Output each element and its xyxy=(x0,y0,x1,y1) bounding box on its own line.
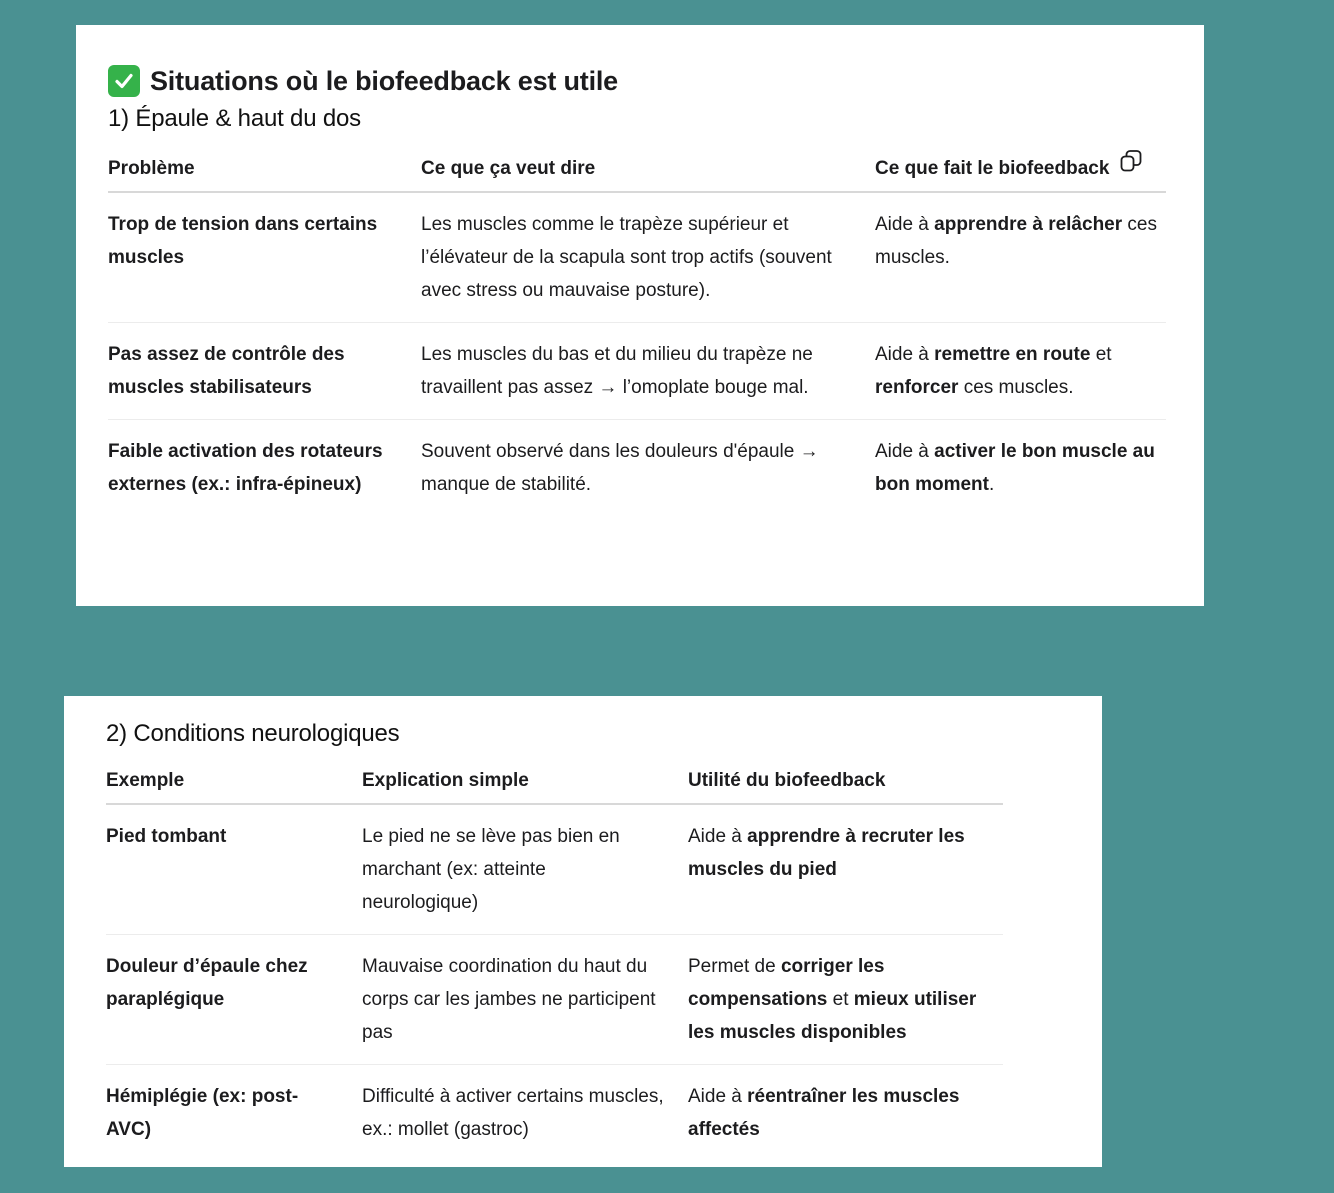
cell-action xyxy=(875,323,1166,420)
cell-problem: Hémiplégie (ex: post-AVC) xyxy=(106,1086,299,1140)
card-shoulder xyxy=(76,25,1204,606)
action-emphasis: corriger les compensations xyxy=(688,956,885,1010)
header-problem: Problème xyxy=(108,152,421,192)
cell-problem: Pas assez de contrôle des muscles stabilisateurs xyxy=(108,323,421,420)
table-row xyxy=(106,935,1003,1065)
action-text: ces muscles. xyxy=(875,214,1157,268)
cell-problem: Faible activation des rotateurs externes (ex.: infra-épineux) xyxy=(108,441,383,495)
action-text: ces muscles. xyxy=(958,377,1074,398)
action-emphasis: apprendre à recruter les muscles du pied xyxy=(688,826,965,880)
cell-meaning: Souvent observé dans les douleurs d'épaule → manque de stabilité. xyxy=(421,441,819,495)
section-title-shoulder: 1) Épaule & haut du dos xyxy=(108,105,361,132)
table-header-row xyxy=(108,152,1166,192)
table-header-row xyxy=(106,764,1003,804)
header-action-label: Ce que fait le biofeedback xyxy=(875,158,1110,179)
action-emphasis: apprendre à relâcher xyxy=(934,214,1123,235)
main-title xyxy=(108,65,618,97)
copy-icon[interactable] xyxy=(1119,149,1143,184)
header-meaning: Ce que ça veut dire xyxy=(421,152,875,192)
cell-action xyxy=(875,192,1166,323)
cell-meaning: Mauvaise coordination du haut du corps car les jambes ne participent pas xyxy=(362,935,688,1065)
table-row xyxy=(106,804,1003,935)
cell-meaning: Difficulté à activer certains muscles, ex.: mollet (gastroc) xyxy=(362,1086,664,1140)
check-mark-icon xyxy=(108,65,140,97)
cell-meaning: Le pied ne se lève pas bien en marchant (ex: atteinte neurologique) xyxy=(362,804,688,935)
header-explanation: Explication simple xyxy=(362,764,688,804)
action-text: Aide à xyxy=(688,1086,748,1107)
cell-action xyxy=(875,420,1166,517)
header-example: Exemple xyxy=(106,764,362,804)
table-row xyxy=(108,420,1166,517)
action-text: Aide à xyxy=(688,826,748,847)
table-shoulder xyxy=(108,152,1166,516)
action-emphasis: remettre en route xyxy=(934,344,1091,365)
action-text: . xyxy=(989,474,995,495)
cell-action xyxy=(688,804,1003,935)
cell-problem: Douleur d’épaule chez paraplégique xyxy=(106,935,362,1065)
cell-action xyxy=(688,1065,1003,1162)
action-text: Aide à xyxy=(875,344,935,365)
cell-meaning: Les muscles comme le trapèze supérieur et l’élévateur de la scapula sont trop actifs (souvent avec stress ou mauvaise posture). xyxy=(421,192,875,323)
action-emphasis: activer le bon muscle au bon moment xyxy=(875,441,1155,495)
table-neurological xyxy=(106,764,1003,1161)
action-text: Permet de xyxy=(688,956,781,977)
action-emphasis: renforcer xyxy=(875,377,959,398)
main-title-text: Situations où le biofeedback est utile xyxy=(150,65,618,96)
header-action xyxy=(875,152,1166,192)
action-emphasis: réentraîner les muscles affectés xyxy=(688,1086,960,1140)
table-row xyxy=(108,192,1166,323)
action-text: Aide à xyxy=(875,214,935,235)
action-emphasis: mieux utiliser les muscles disponibles xyxy=(688,989,977,1043)
cell-action xyxy=(688,935,1003,1065)
card-neurological xyxy=(64,696,1102,1167)
cell-problem: Pied tombant xyxy=(106,804,362,935)
section-title-neurological: 2) Conditions neurologiques xyxy=(106,720,400,747)
cell-problem: Trop de tension dans certains muscles xyxy=(108,192,421,323)
table-row xyxy=(106,1065,1003,1162)
action-text: et xyxy=(1090,344,1112,365)
header-utility: Utilité du biofeedback xyxy=(688,764,1003,804)
cell-meaning: Les muscles du bas et du milieu du trapèze ne travaillent pas assez → l’omoplate bouge mal. xyxy=(421,323,875,420)
action-text: Aide à xyxy=(875,441,935,462)
table-row xyxy=(108,323,1166,420)
action-text: et xyxy=(827,989,854,1010)
